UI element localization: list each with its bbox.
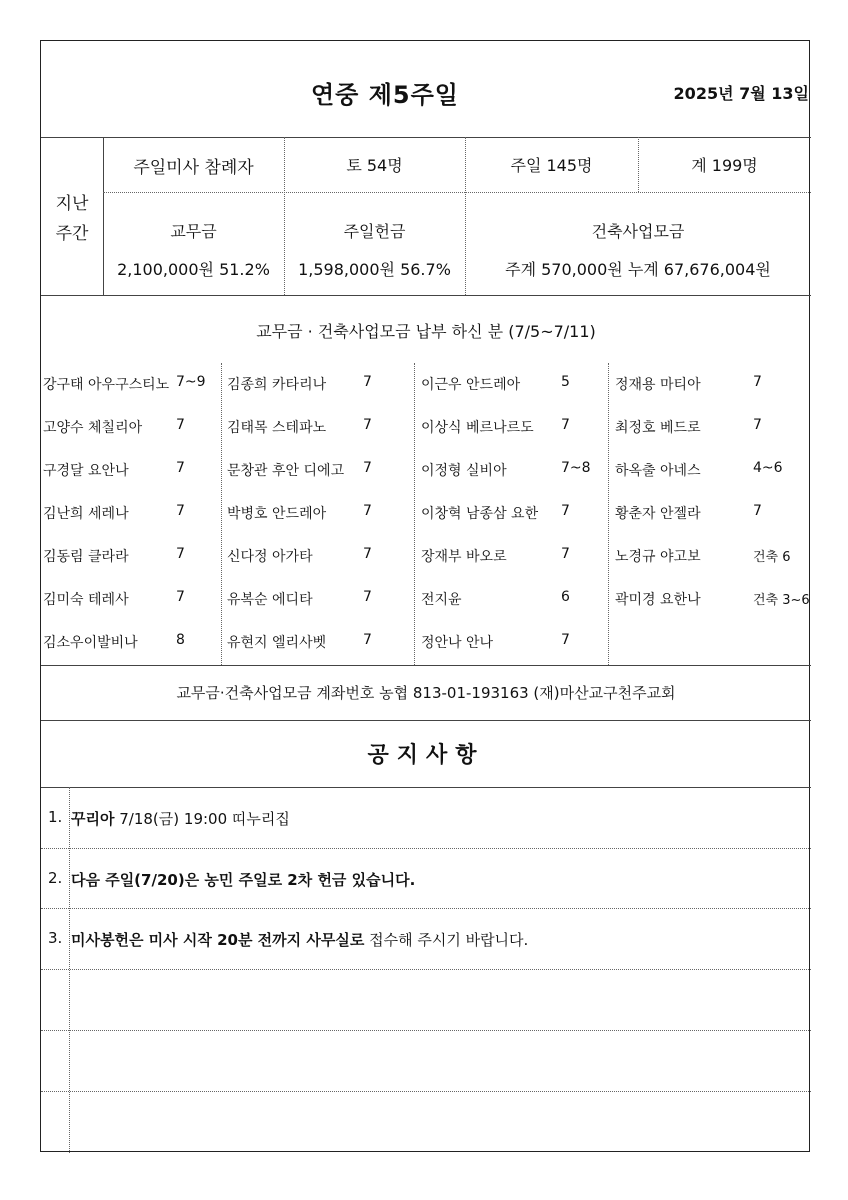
donor-name: 장재부 바오로 bbox=[421, 549, 507, 565]
donor-amount: 7 bbox=[363, 632, 372, 648]
donor-name: 최정호 베드로 bbox=[615, 420, 701, 436]
donor-name: 곽미경 요한나 bbox=[615, 592, 701, 608]
donor-amount: 7 bbox=[561, 503, 570, 519]
notice-emphasis: 다음 주일(7/20)은 농민 주일로 2차 헌금 있습니다. bbox=[71, 871, 416, 889]
donor-name: 정재용 마티아 bbox=[615, 377, 701, 393]
donor-entry bbox=[227, 546, 417, 566]
donor-entry bbox=[227, 374, 417, 394]
divider bbox=[41, 295, 811, 296]
donor-name: 김종희 카타리나 bbox=[227, 377, 327, 393]
fund-label-dues: 교무금 bbox=[170, 222, 217, 241]
donor-amount: 7 bbox=[176, 589, 185, 605]
donor-amount: 건축 3~6 bbox=[753, 593, 810, 608]
donor-amount: 7 bbox=[753, 417, 762, 433]
page-title: 연중 제5주일 bbox=[311, 81, 459, 109]
donor-amount: 4~6 bbox=[753, 460, 783, 476]
donor-name: 문창관 후안 디에고 bbox=[227, 463, 345, 479]
donor-entry bbox=[421, 632, 611, 652]
donor-name: 전지윤 bbox=[421, 592, 462, 608]
divider bbox=[41, 137, 811, 138]
donor-name: 유복순 에디타 bbox=[227, 592, 313, 608]
donor-amount: 7 bbox=[363, 546, 372, 562]
donor-amount: 6 bbox=[561, 589, 570, 605]
donor-entry bbox=[43, 417, 233, 437]
donor-amount: 7 bbox=[561, 632, 570, 648]
account-info: 교무금·건축사업모금 계좌번호 농협 813-01-193163 (재)마산교구천주교회 bbox=[176, 684, 676, 702]
notice-text: 접수해 주시기 바랍니다. bbox=[364, 931, 529, 949]
donor-entry bbox=[421, 503, 611, 523]
divider bbox=[41, 787, 811, 788]
notice-item bbox=[71, 929, 528, 950]
notice-item bbox=[71, 869, 415, 890]
donor-name: 노경규 야고보 bbox=[615, 549, 701, 565]
divider bbox=[41, 969, 811, 970]
notice-item bbox=[71, 808, 290, 829]
notice-number: 3. bbox=[48, 929, 63, 947]
donor-amount: 7 bbox=[176, 546, 185, 562]
notice-text: 7/18(금) 19:00 띠누리집 bbox=[114, 810, 290, 828]
donor-entry bbox=[421, 417, 611, 437]
donor-entry bbox=[421, 460, 611, 480]
donor-entry bbox=[615, 503, 805, 523]
attendance-total: 계 199명 bbox=[691, 156, 758, 175]
divider bbox=[41, 1030, 811, 1031]
donor-amount: 7 bbox=[176, 503, 185, 519]
donor-name: 박병호 안드레아 bbox=[227, 506, 327, 522]
donor-name: 김미숙 테레사 bbox=[43, 592, 129, 608]
donor-name: 구경달 요안나 bbox=[43, 463, 129, 479]
divider bbox=[41, 720, 811, 721]
donor-entry bbox=[43, 503, 233, 523]
donor-amount: 7 bbox=[561, 546, 570, 562]
donor-amount: 7 bbox=[363, 374, 372, 390]
attendance-label: 주일미사 참례자 bbox=[133, 158, 254, 178]
donor-name: 김난희 세레나 bbox=[43, 506, 129, 522]
donor-name: 김소우이발비나 bbox=[43, 635, 138, 651]
donor-name: 이정형 실비아 bbox=[421, 463, 507, 479]
donor-name: 김동림 클라라 bbox=[43, 549, 129, 565]
notice-emphasis: 미사봉헌은 미사 시작 20분 전까지 사무실로 bbox=[71, 931, 365, 949]
donor-name: 신다정 아가타 bbox=[227, 549, 313, 565]
donor-amount: 8 bbox=[176, 632, 185, 648]
donors-title: 교무금 · 건축사업모금 납부 하신 분 (7/5~7/11) bbox=[256, 322, 596, 341]
donor-entry bbox=[421, 546, 611, 566]
donor-entry bbox=[615, 417, 805, 437]
fund-value-building: 주계 570,000원 누계 67,676,004원 bbox=[505, 260, 771, 279]
donor-entry bbox=[615, 589, 810, 609]
donor-entry bbox=[227, 632, 417, 652]
donor-name: 강구태 아우구스티노 bbox=[43, 377, 170, 393]
donor-entry bbox=[227, 589, 417, 609]
donor-entry bbox=[421, 374, 611, 394]
donor-entry bbox=[615, 460, 805, 480]
donor-name: 김태목 스테파노 bbox=[227, 420, 327, 436]
donor-amount: 7 bbox=[753, 503, 762, 519]
donor-amount: 7 bbox=[176, 460, 185, 476]
donor-amount: 5 bbox=[561, 374, 570, 390]
donor-amount: 건축 6 bbox=[753, 550, 791, 565]
donor-entry bbox=[43, 632, 233, 652]
donor-amount: 7 bbox=[363, 417, 372, 433]
donor-name: 고양수 체칠리아 bbox=[43, 420, 143, 436]
donor-amount: 7 bbox=[363, 460, 372, 476]
donor-amount: 7~9 bbox=[176, 374, 206, 390]
notice-emphasis: 꾸리아 bbox=[71, 810, 115, 828]
fund-label-offering: 주일헌금 bbox=[343, 222, 406, 241]
donor-name: 하옥출 아네스 bbox=[615, 463, 701, 479]
donor-name: 이상식 베르나르도 bbox=[421, 420, 534, 436]
donor-entry bbox=[227, 460, 417, 480]
notice-title: 공지사항 bbox=[367, 743, 485, 768]
donor-entry bbox=[421, 589, 611, 609]
donor-entry bbox=[227, 417, 417, 437]
donor-entry bbox=[43, 374, 233, 394]
donor-name: 정안나 안나 bbox=[421, 635, 494, 651]
donor-entry bbox=[227, 503, 417, 523]
donor-amount: 7 bbox=[363, 503, 372, 519]
fund-label-building: 건축사업모금 bbox=[591, 222, 685, 241]
donor-name: 유현지 엘리사벳 bbox=[227, 635, 327, 651]
fund-value-offering: 1,598,000원 56.7% bbox=[298, 260, 451, 279]
divider bbox=[41, 665, 811, 666]
donor-entry bbox=[43, 589, 233, 609]
donor-entry bbox=[43, 546, 233, 566]
fund-value-dues: 2,100,000원 51.2% bbox=[117, 260, 270, 279]
divider bbox=[41, 908, 811, 909]
donor-amount: 7 bbox=[753, 374, 762, 390]
divider bbox=[41, 1091, 811, 1092]
donor-name: 황춘자 안젤라 bbox=[615, 506, 701, 522]
donor-amount: 7~8 bbox=[561, 460, 591, 476]
donor-amount: 7 bbox=[176, 417, 185, 433]
bulletin-page bbox=[40, 40, 810, 1152]
last-week-label: 지난 bbox=[55, 194, 89, 214]
donor-amount: 7 bbox=[561, 417, 570, 433]
attendance-sunday: 주일 145명 bbox=[510, 156, 593, 175]
bulletin-date: 2025년 7월 13일 bbox=[673, 84, 809, 103]
donor-name: 이근우 안드레아 bbox=[421, 377, 521, 393]
donor-entry bbox=[615, 546, 805, 566]
last-week-label: 주간 bbox=[55, 224, 89, 244]
attendance-saturday: 토 54명 bbox=[346, 156, 403, 175]
donor-entry bbox=[615, 374, 805, 394]
donor-amount: 7 bbox=[363, 589, 372, 605]
divider bbox=[69, 787, 70, 1153]
donor-entry bbox=[43, 460, 233, 480]
notice-number: 2. bbox=[48, 869, 63, 887]
notice-number: 1. bbox=[48, 808, 63, 826]
donor-name: 이창혁 남종삼 요한 bbox=[421, 506, 539, 522]
divider bbox=[103, 192, 811, 193]
divider bbox=[41, 848, 811, 849]
